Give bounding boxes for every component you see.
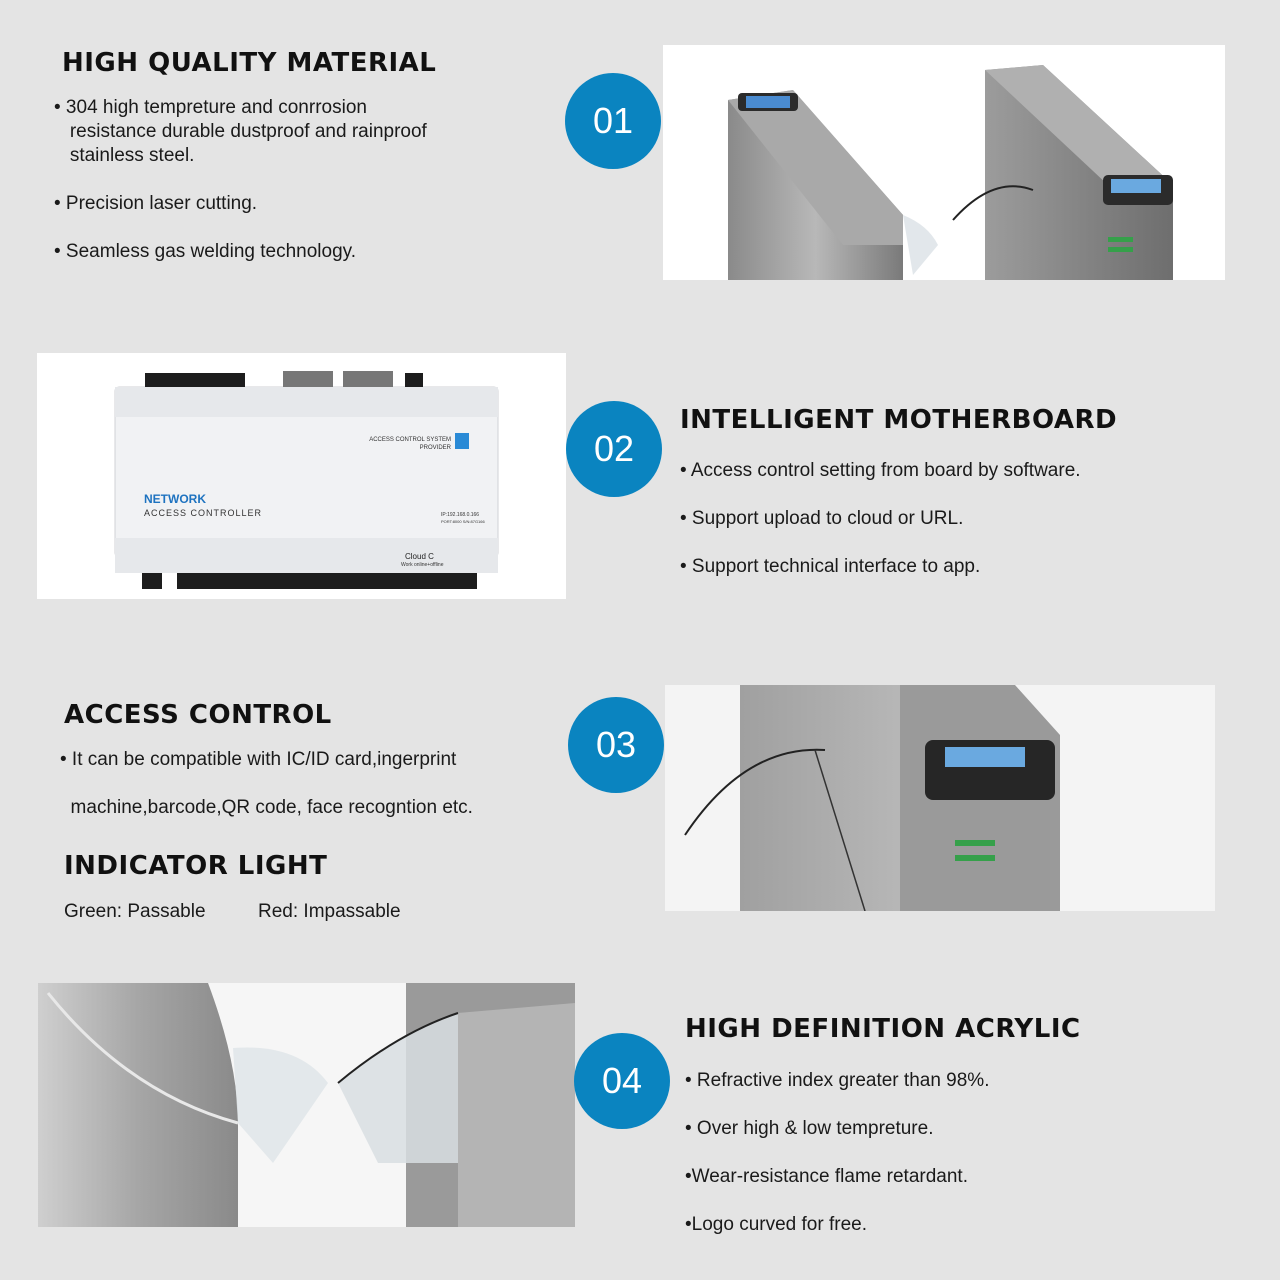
section-03-number-badge: 03 — [568, 697, 664, 793]
acrylic-wing-photo — [38, 983, 575, 1227]
board-port-label: PORT:8000 S/N:87G166 — [441, 519, 485, 524]
section-01-bullet: resistance durable dustproof and rainproof — [54, 121, 427, 142]
board-controller-label: ACCESS CONTROLLER — [144, 508, 263, 518]
section-03-heading: ACCESS CONTROL — [64, 700, 332, 730]
section-04-number-badge: 04 — [574, 1033, 670, 1129]
section-02-heading: INTELLIGENT MOTHERBOARD — [680, 405, 1118, 435]
indicator-light-heading: INDICATOR LIGHT — [64, 851, 328, 881]
board-cloud-sub-label: Work online+offline — [401, 562, 444, 568]
turnstile-pair-illustration — [663, 45, 1225, 280]
section-03-bullet: machine,barcode,QR code, face recogntion etc. — [60, 797, 473, 818]
section-01-bullet: stainless steel. — [54, 145, 195, 166]
indicator-red-label: Red: Impassable — [258, 901, 401, 922]
section-03-bullet: • It can be compatible with IC/ID card,ingerprint — [60, 749, 457, 770]
section-01-bullet: • 304 high tempreture and conrrosion — [54, 97, 367, 118]
section-02-bullet: • Support upload to cloud or URL. — [680, 508, 964, 529]
section-02-bullet: • Access control setting from board by software. — [680, 460, 1081, 481]
board-cloud-label: Cloud C — [405, 552, 434, 561]
section-01-bullet: • Precision laser cutting. — [54, 193, 258, 214]
controller-board-photo — [37, 353, 566, 599]
section-02-number-badge: 02 — [566, 401, 662, 497]
acrylic-wing-illustration — [38, 983, 575, 1227]
board-provider-label: PROVIDER — [419, 445, 451, 451]
section-01-number-badge: 01 — [565, 73, 661, 169]
section-01-bullet: • Seamless gas welding technology. — [54, 241, 357, 262]
indicator-green-label: Green: Passable — [64, 901, 206, 922]
section-04-heading: HIGH DEFINITION ACRYLIC — [685, 1014, 1081, 1044]
board-network-label: NETWORK — [144, 492, 206, 506]
turnstile-photo-3 — [665, 685, 1215, 911]
turnstile-photo-1 — [663, 45, 1225, 280]
section-04-bullet: • Over high & low tempreture. — [685, 1118, 934, 1139]
board-provider-label: ACCESS CONTROL SYSTEM — [369, 437, 451, 443]
section-04-bullet: • Refractive index greater than 98%. — [685, 1070, 990, 1091]
access-controller-illustration — [37, 353, 566, 599]
turnstile-closeup-illustration — [665, 685, 1215, 911]
board-ip-label: IP:192.168.0.166 — [441, 512, 480, 518]
section-04-bullet: •Logo curved for free. — [685, 1214, 867, 1235]
section-01-heading: HIGH QUALITY MATERIAL — [62, 48, 437, 78]
section-02-bullet: • Support technical interface to app. — [680, 556, 981, 577]
section-04-bullet: •Wear-resistance flame retardant. — [685, 1166, 968, 1187]
